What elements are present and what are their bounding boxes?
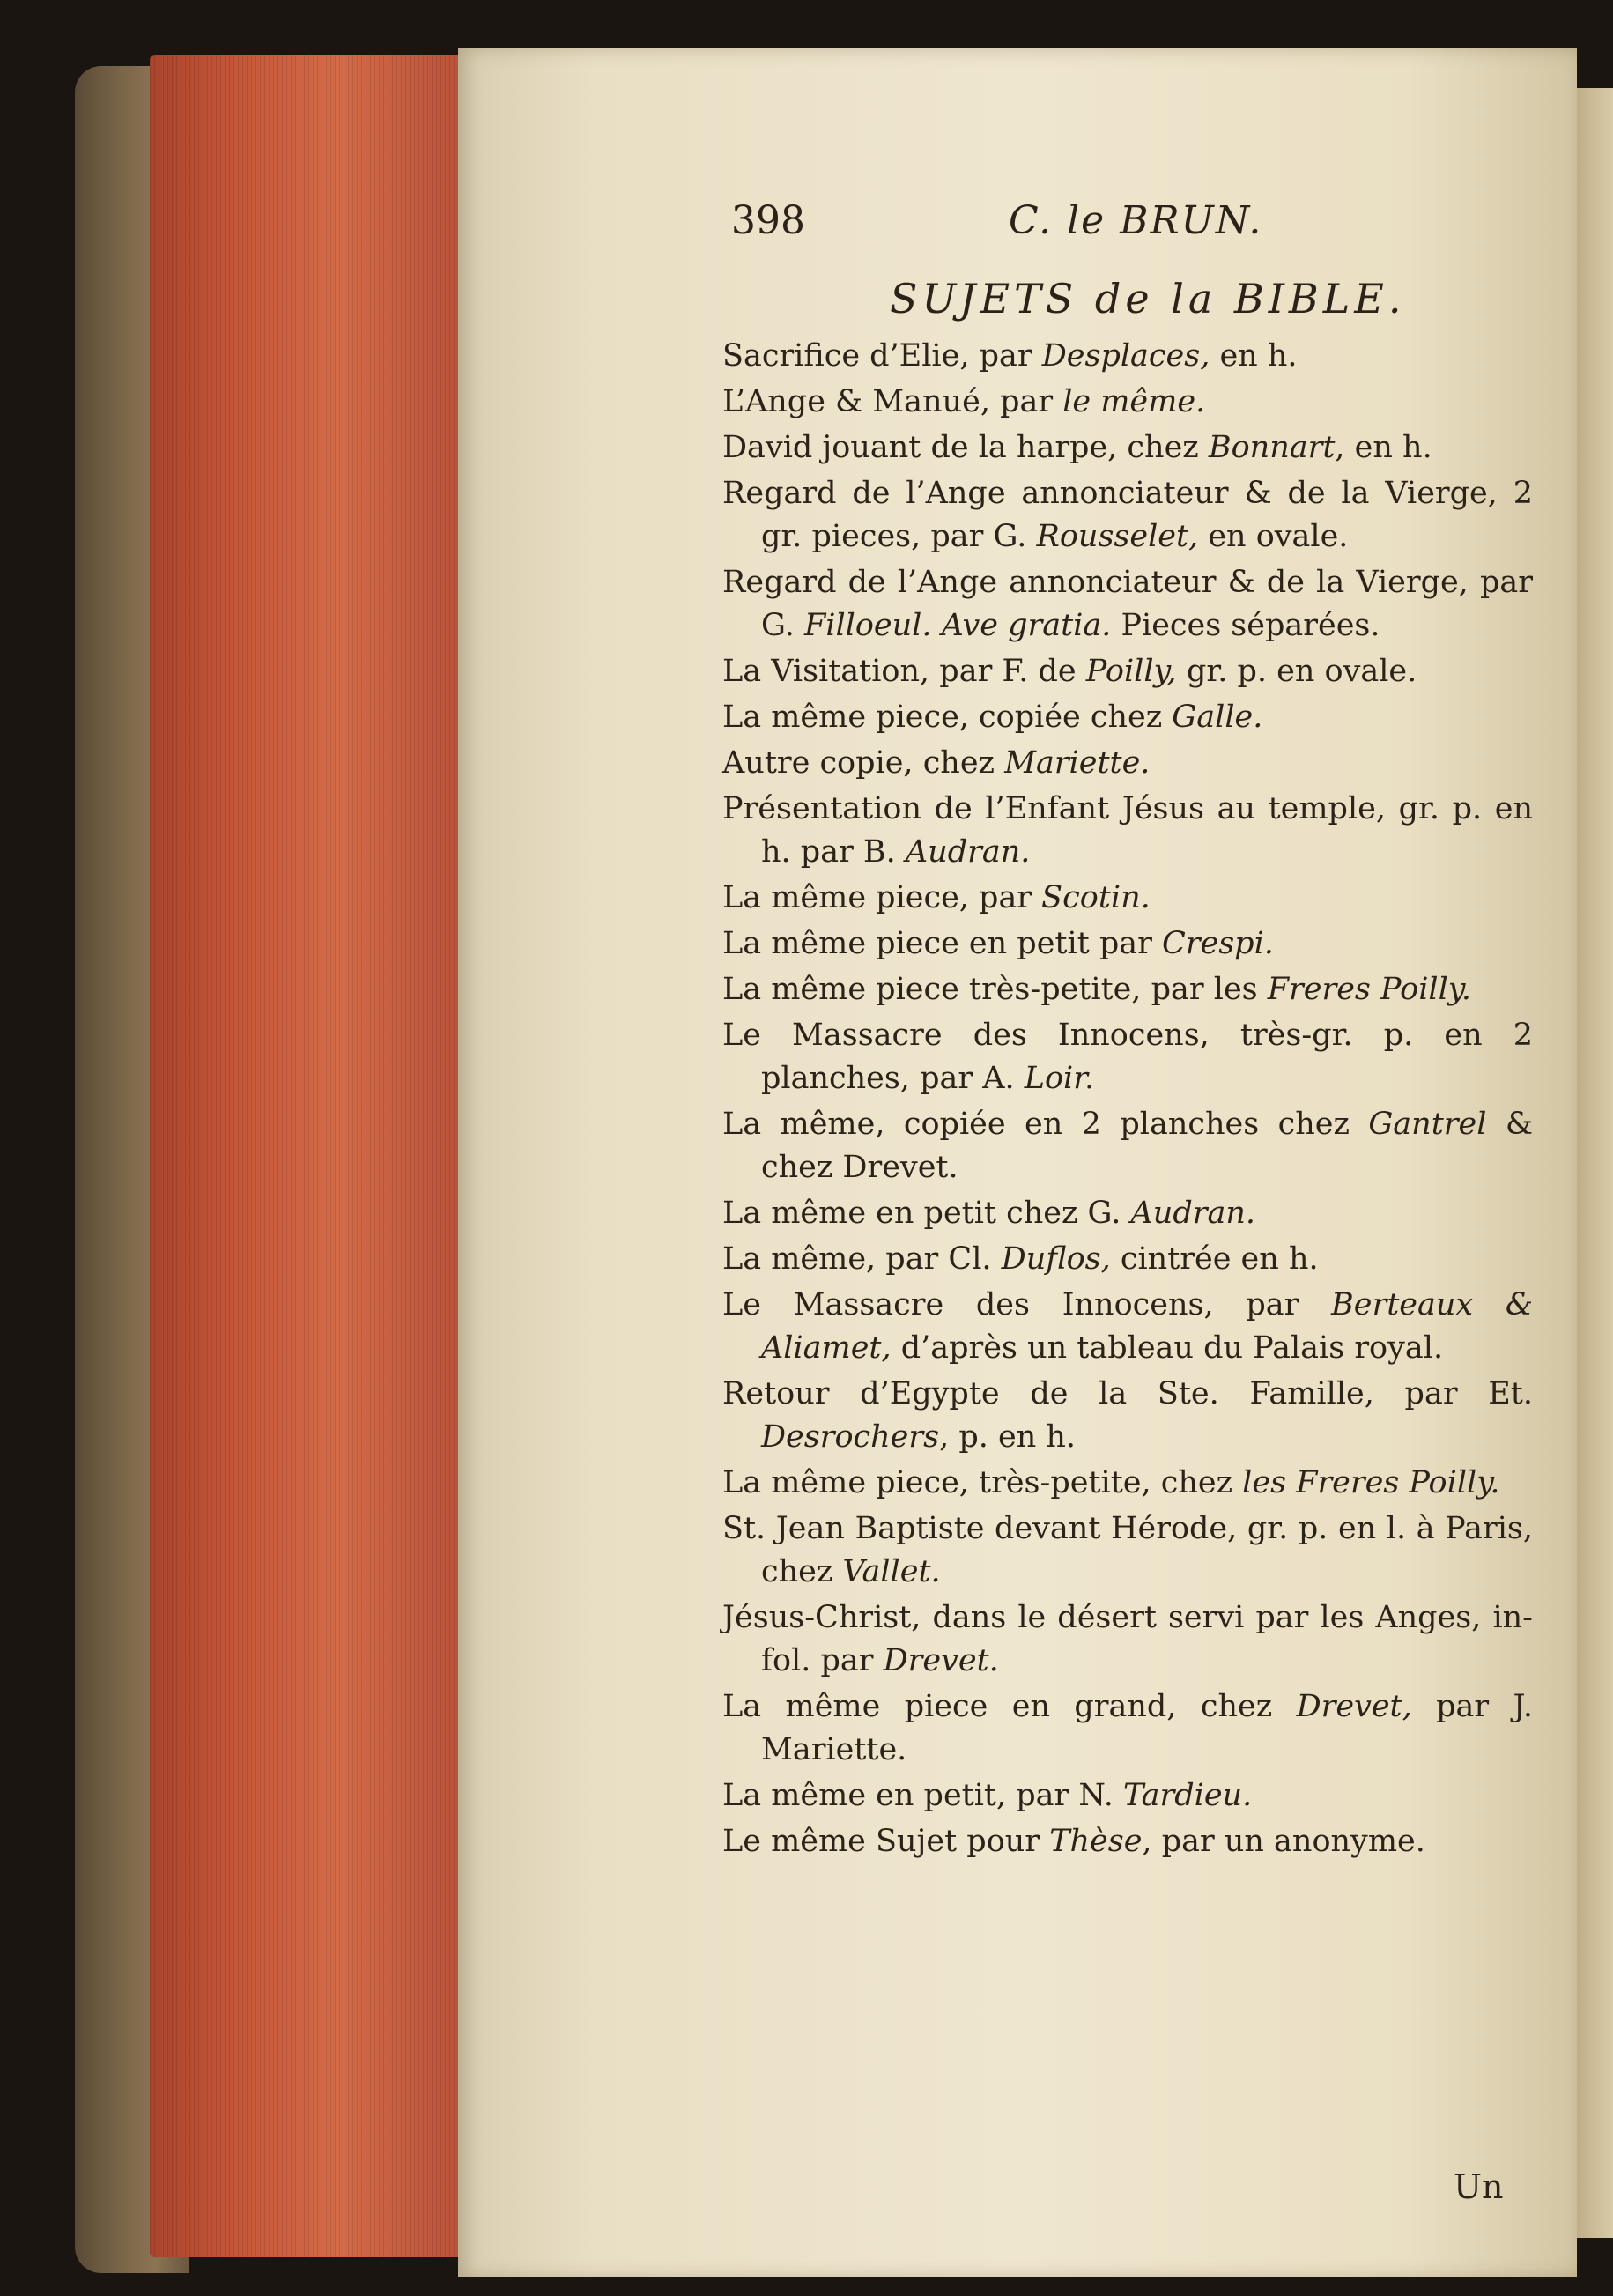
catalog-entry	[722, 696, 1533, 739]
entry-engraver: Mariette.	[1004, 745, 1151, 781]
entry-text: La même piece en grand, chez	[722, 1689, 1297, 1724]
entry-text: L’Ange & Manué, par	[722, 384, 1063, 419]
entry-engraver: Desrochers	[761, 1419, 940, 1455]
entry-engraver: Thèse	[1049, 1824, 1143, 1859]
entry-text: Autre copie, chez	[722, 745, 1005, 781]
entry-suffix: , p. en h.	[939, 1419, 1077, 1455]
catalog-entry	[722, 650, 1533, 693]
entry-engraver: les Freres Poilly.	[1242, 1465, 1500, 1500]
entry-suffix: d’après un tableau du Palais royal.	[891, 1330, 1444, 1366]
catalog-entry	[722, 1774, 1533, 1818]
catalog-entry	[722, 1685, 1533, 1772]
entry-engraver: Duflos,	[1001, 1241, 1111, 1277]
entry-text: La même piece, par	[722, 880, 1042, 915]
entry-engraver: Galle.	[1172, 700, 1263, 735]
entry-list	[722, 335, 1533, 1866]
catalog-entry	[722, 1462, 1533, 1505]
entry-text: La même, par Cl.	[722, 1241, 1002, 1277]
entry-text: Le même Sujet pour	[722, 1824, 1050, 1859]
catalog-entry	[722, 426, 1533, 470]
entry-suffix: Pieces séparées.	[1111, 608, 1380, 643]
catalog-entry	[722, 1820, 1533, 1863]
entry-engraver: Crespi.	[1162, 926, 1274, 961]
entry-text: La même, copiée en 2 planches chez	[722, 1107, 1369, 1142]
entry-engraver: Gantrel	[1368, 1107, 1487, 1142]
entry-engraver: Desplaces,	[1041, 338, 1210, 374]
catchword: Un	[1454, 2167, 1504, 2206]
catalog-entry	[722, 335, 1533, 378]
running-title: C. le BRUN.	[1009, 198, 1263, 243]
entry-text: La même piece, très-petite, chez	[722, 1465, 1243, 1500]
entry-text: Retour d’Egypte de la Ste. Famille, par Et.	[722, 1376, 1533, 1411]
running-head	[731, 198, 1277, 251]
catalog-entry	[722, 381, 1533, 424]
entry-engraver: Drevet.	[883, 1643, 999, 1678]
entry-text: Regard de l’Ange annonciateur & de la Vierge, par G.	[722, 565, 1533, 643]
entry-engraver: Drevet,	[1296, 1689, 1412, 1724]
entry-suffix: , en h.	[1335, 430, 1432, 465]
entry-engraver: Scotin.	[1041, 880, 1151, 915]
catalog-entry	[722, 1014, 1533, 1100]
page-number: 398	[731, 198, 805, 243]
entry-text: La même en petit chez G.	[722, 1196, 1131, 1231]
entry-engraver: Bonnart	[1208, 430, 1336, 465]
entry-engraver: Freres Poilly.	[1267, 972, 1472, 1007]
entry-text: Sacrifice d’Elie, par	[722, 338, 1042, 374]
page-edges	[150, 55, 462, 2257]
entry-engraver: Poilly,	[1085, 654, 1177, 689]
catalog-entry	[722, 1507, 1533, 1594]
catalog-entry	[722, 1596, 1533, 1683]
entry-engraver: Tardieu.	[1123, 1778, 1253, 1813]
entry-text: La même en petit, par N.	[722, 1778, 1123, 1813]
catalog-entry	[722, 788, 1533, 874]
entry-engraver: Filloeul. Ave gratia.	[803, 608, 1112, 643]
entry-engraver: Berteaux & Aliamet,	[761, 1287, 1533, 1366]
entry-text: St. Jean Baptiste devant Hérode, gr. p. en l. à Paris, chez	[722, 1511, 1533, 1589]
entry-engraver: Audran.	[1130, 1196, 1255, 1231]
entry-engraver: Loir.	[1024, 1061, 1095, 1096]
entry-suffix: & chez Drevet.	[761, 1107, 1533, 1185]
catalog-entry	[722, 1373, 1533, 1459]
entry-suffix: gr. p. en ovale.	[1176, 654, 1417, 689]
entry-text: La même piece en petit par	[722, 926, 1162, 961]
catalog-entry	[722, 1103, 1533, 1189]
section-title: SUJETS de la BIBLE.	[890, 275, 1406, 322]
entry-engraver: Audran.	[905, 834, 1031, 870]
entry-engraver: Rousselet,	[1036, 519, 1199, 554]
facing-page-edge	[1577, 88, 1613, 2238]
catalog-entry	[722, 742, 1533, 785]
entry-text: La même piece, copiée chez	[722, 700, 1173, 735]
entry-text: Le Massacre des Innocens, par	[722, 1287, 1332, 1322]
entry-text: La même piece très-petite, par les	[722, 972, 1268, 1007]
catalog-entry	[722, 1284, 1533, 1370]
catalog-entry	[722, 1238, 1533, 1281]
entry-text: La Visitation, par F. de	[722, 654, 1086, 689]
entry-text: Regard de l’Ange annonciateur & de la Vierge, 2 gr. pieces, par G.	[722, 476, 1533, 554]
catalog-entry	[722, 472, 1533, 559]
entry-engraver: Vallet.	[842, 1554, 941, 1589]
entry-text: Jésus-Christ, dans le désert servi par les Anges, in-fol. par	[722, 1600, 1533, 1678]
entry-text: David jouant de la harpe, chez	[722, 430, 1209, 465]
entry-suffix: par J. Mariette.	[761, 1689, 1533, 1767]
catalog-entry	[722, 968, 1533, 1011]
entry-suffix: en ovale.	[1198, 519, 1349, 554]
catalog-entry	[722, 1192, 1533, 1235]
entry-suffix: , par un anonyme.	[1142, 1824, 1425, 1859]
entry-engraver: le même.	[1062, 384, 1206, 419]
catalog-entry	[722, 561, 1533, 648]
entry-suffix: cintrée en h.	[1110, 1241, 1319, 1277]
catalog-entry	[722, 922, 1533, 966]
catalog-entry	[722, 877, 1533, 920]
entry-suffix: en h.	[1210, 338, 1298, 374]
entry-text: Le Massacre des Innocens, très-gr. p. en 2 planches, par A.	[722, 1018, 1533, 1096]
entry-text: Présentation de l’Enfant Jésus au temple, gr. p. en h. par B.	[722, 791, 1533, 870]
